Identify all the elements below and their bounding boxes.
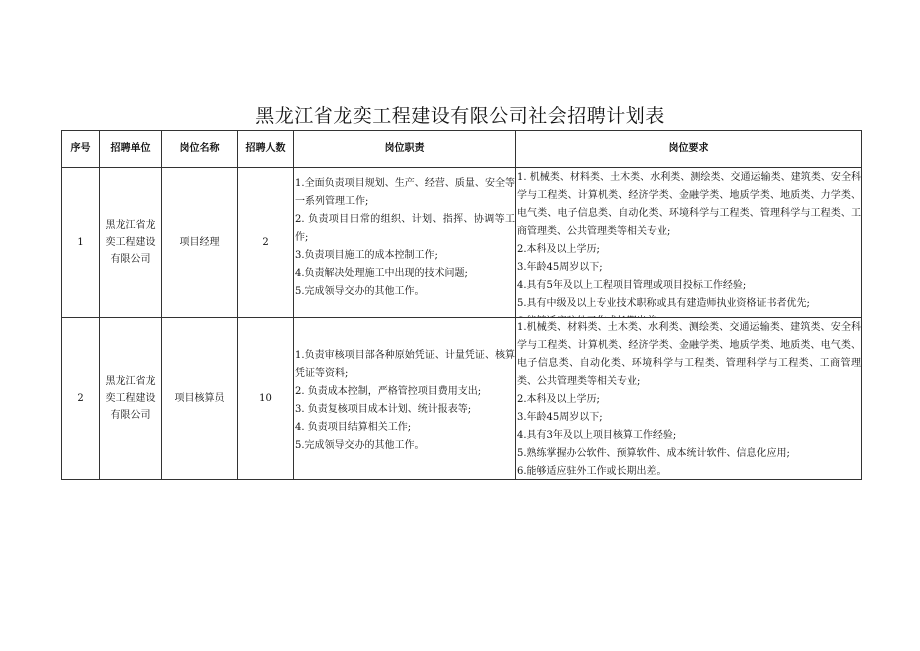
row-position: 项目经理 [162,168,238,318]
duty-item: 3.负责项目施工的成本控制工作; [295,249,438,261]
requirement-item [517,313,861,317]
requirement-item: 4.具有3年及以上项目核算工作经验; [517,429,677,441]
duty-item: 5.完成领导交办的其他工作。 [295,285,425,297]
duty-item: 5.完成领导交办的其他工作。 [295,439,425,451]
header-position: 岗位名称 [162,131,238,168]
row-count: 2 [238,168,294,318]
duty-item: 4.负责解决处理施工中出现的技术问题; [295,267,468,279]
row-unit: 黑龙江省龙奕工程建设有限公司 [100,318,162,480]
row-requirements [516,168,862,318]
duty-item: 2. 负责成本控制，严格管控项目费用支出; [295,385,482,397]
duty-item: 4. 负责项目结算相关工作; [295,421,412,433]
table-row [62,318,862,480]
table-header-row [62,131,862,168]
recruitment-table [61,130,862,480]
duty-item: 1.负责审核项目部各种原始凭证、计量凭证、核算凭证等资料; [295,349,515,379]
row-seq: 1 [62,168,100,318]
header-requirements: 岗位要求 [516,131,862,168]
requirement-item: 2.本科及以上学历; [517,393,600,405]
row-count: 10 [238,318,294,480]
row-duties [294,318,516,480]
requirement-item: 6.能够适应驻外工作或长期出差。 [517,465,667,477]
row-unit: 黑龙江省龙奕工程建设有限公司 [100,168,162,318]
row-requirements [516,318,862,480]
requirement-item: 1.机械类、材料类、土木类、水利类、测绘类、交通运输类、建筑类、安全科学与工程类、计算机类、经济学类、金融学类、地质学类、地质类、电气类、电子信息类、自动化类、环境科学与工程类、管理科学与工程类、工商管理类、公共管理类等相关专业; [517,321,861,387]
requirement-item: 1. 机械类、材料类、土木类、水利类、测绘类、交通运输类、建筑类、安全科学与工程类、计算机类、经济学类、金融学类、地质学类、地质类、力学类、电气类、电子信息类、自动化类、环境科学与工程类、管理科学与工程类、工商管理类、公共管理类等相关专业; [517,171,861,237]
duty-item: 3. 负责复核项目成本计划、统计报表等; [295,403,472,415]
header-duties: 岗位职责 [294,131,516,168]
requirement-item: 3.年龄45周岁以下; [517,261,603,273]
requirement-item: 5.具有中级及以上专业技术职称或具有建造师执业资格证书者优先; [517,297,810,309]
requirement-item: 2.本科及以上学历; [517,243,600,255]
table-row [62,168,862,318]
header-seq: 序号 [62,131,100,168]
row-seq: 2 [62,318,100,480]
requirement-item: 5.熟练掌握办公软件、预算软件、成本统计软件、信息化应用; [517,447,790,459]
row-duties [294,168,516,318]
requirement-item: 3.年龄45周岁以下; [517,411,603,423]
header-count: 招聘人数 [238,131,294,168]
header-unit: 招聘单位 [100,131,162,168]
requirement-item: 4.具有5年及以上工程项目管理或项目投标工作经验; [517,279,747,291]
duty-item: 1.全面负责项目规划、生产、经营、质量、安全等一系列管理工作; [295,177,515,207]
row-position: 项目核算员 [162,318,238,480]
page-title: 黑龙江省龙奕工程建设有限公司社会招聘计划表 [255,105,665,127]
duty-item: 2. 负责项目日常的组织、计划、指挥、协调等工作; [295,213,515,243]
